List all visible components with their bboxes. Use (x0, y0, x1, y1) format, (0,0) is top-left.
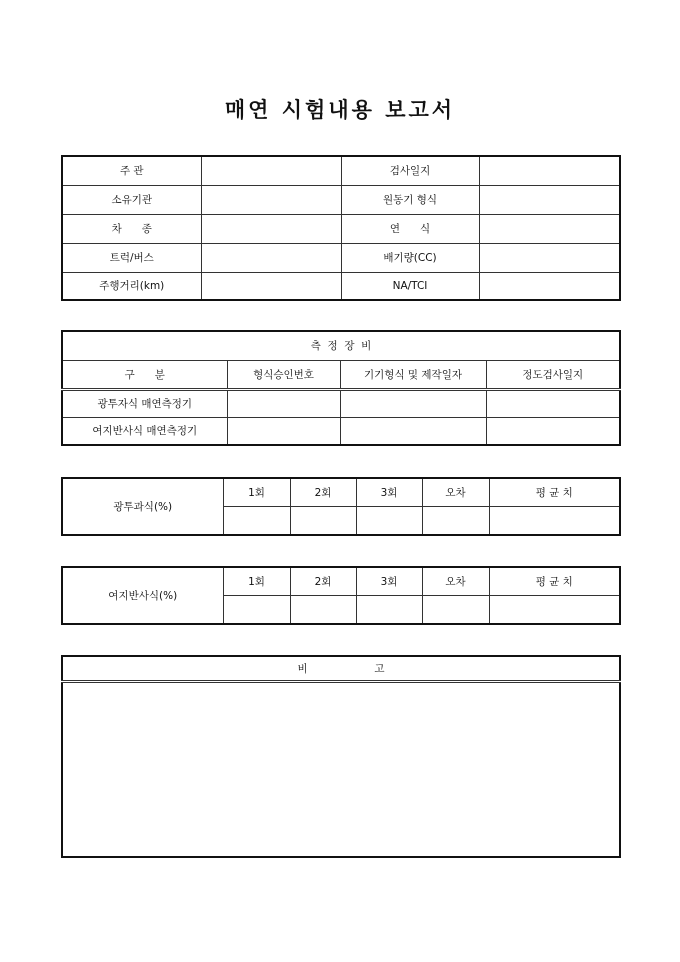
info-value-field[interactable] (479, 214, 620, 243)
info-table (61, 155, 621, 301)
remarks-header: 비 고 (62, 656, 620, 681)
info-label: 연 식 (341, 214, 479, 243)
measurement-2-header: 2회 (290, 478, 356, 506)
info-value-field[interactable] (479, 185, 620, 214)
info-value-field[interactable] (201, 156, 341, 185)
page-title: 매연 시험내용 보고서 (224, 98, 456, 122)
measurement-3-field[interactable] (356, 506, 422, 535)
measurement-2-field[interactable] (290, 506, 356, 535)
info-label: 주행거리(km) (62, 272, 201, 300)
remarks-field[interactable] (62, 681, 620, 857)
row-label-light-meter: 광투자식 매연측정기 (62, 389, 227, 417)
info-value-field[interactable] (201, 243, 341, 272)
equipment-table (61, 330, 621, 446)
average-header: 평 균 치 (489, 478, 620, 506)
measurement-1-field[interactable] (223, 595, 290, 624)
info-label: NA/TCI (341, 272, 479, 300)
info-label: 주 관 (62, 156, 201, 185)
equipment-value-field[interactable] (486, 389, 620, 417)
equipment-value-field[interactable] (227, 389, 340, 417)
column-header-model-date: 기기형식 및 제작일자 (340, 360, 486, 389)
equipment-value-field[interactable] (340, 389, 486, 417)
info-value-field[interactable] (479, 272, 620, 300)
info-label: 배기량(CC) (341, 243, 479, 272)
error-field[interactable] (422, 595, 489, 624)
measurement-3-header: 3회 (356, 478, 422, 506)
info-label: 트럭/버스 (62, 243, 201, 272)
row-label-filter-meter: 여지반사식 매연측정기 (62, 417, 227, 445)
info-label: 소유기관 (62, 185, 201, 214)
info-value-field[interactable] (201, 272, 341, 300)
measurement-3-field[interactable] (356, 595, 422, 624)
light-transmission-table (61, 477, 621, 536)
filter-reflection-table (61, 566, 621, 625)
info-label: 차 종 (62, 214, 201, 243)
info-label: 검사일지 (341, 156, 479, 185)
equipment-value-field[interactable] (227, 417, 340, 445)
average-field[interactable] (489, 506, 620, 535)
column-header-approval-number: 형식승인번호 (227, 360, 340, 389)
equipment-value-field[interactable] (340, 417, 486, 445)
error-header: 오차 (422, 478, 489, 506)
measurement-3-header: 3회 (356, 567, 422, 595)
measurement-2-header: 2회 (290, 567, 356, 595)
info-value-field[interactable] (201, 214, 341, 243)
light-transmission-label: 광투과식(%) (62, 478, 223, 535)
filter-reflection-label: 여지반사식(%) (62, 567, 223, 624)
info-value-field[interactable] (201, 185, 341, 214)
measurement-1-header: 1회 (223, 567, 290, 595)
column-header-inspection-date: 정도검사일지 (486, 360, 620, 389)
measurement-1-field[interactable] (223, 506, 290, 535)
equipment-header: 측 정 장 비 (62, 331, 620, 360)
info-value-field[interactable] (479, 243, 620, 272)
info-label: 원동기 형식 (341, 185, 479, 214)
equipment-value-field[interactable] (486, 417, 620, 445)
error-field[interactable] (422, 506, 489, 535)
column-header-category: 구 분 (62, 360, 227, 389)
info-value-field[interactable] (479, 156, 620, 185)
measurement-2-field[interactable] (290, 595, 356, 624)
measurement-1-header: 1회 (223, 478, 290, 506)
average-field[interactable] (489, 595, 620, 624)
average-header: 평 균 치 (489, 567, 620, 595)
remarks-table (61, 655, 621, 858)
error-header: 오차 (422, 567, 489, 595)
